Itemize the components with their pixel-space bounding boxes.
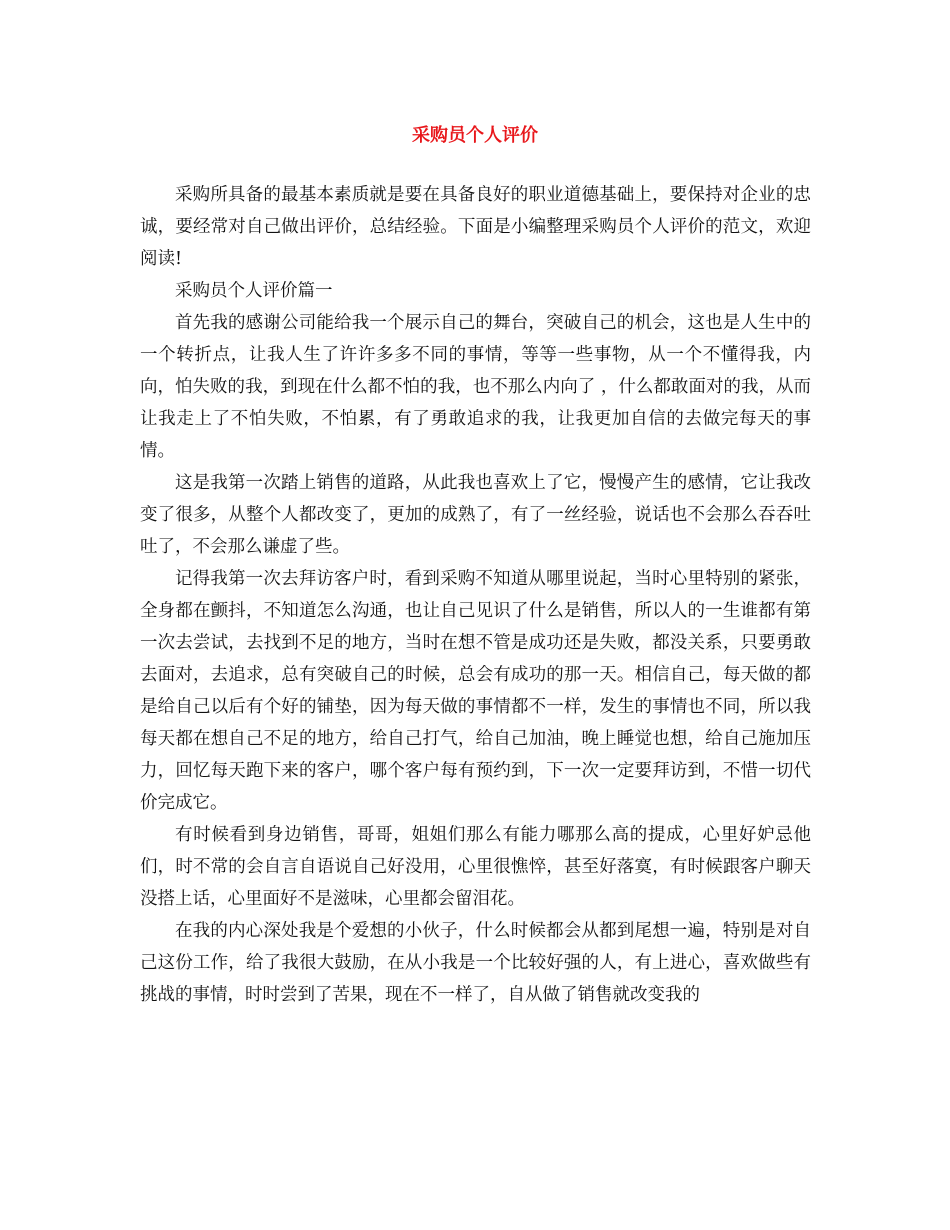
section-heading: 采购员个人评价篇一 bbox=[175, 281, 333, 301]
body-paragraph-5: 在我的内心深处我是个爱想的小伙子，什么时候都会从都到尾想一遍，特别是对自己这份工作，给了我很大鼓励，在从小我是一个比较好强的人，有上进心，喜欢做些有挑战的事情，时时尝到了苦果，现在不一样了，自从做了销售就改变我的 bbox=[140, 921, 811, 1005]
document-body bbox=[140, 179, 811, 1011]
intro-paragraph: 采购所具备的最基本素质就是要在具备良好的职业道德基础上，要保持对企业的忠诚，要经常对自己做出评价，总结经验。下面是小编整理采购员个人评价的范文，欢迎阅读! bbox=[140, 185, 811, 269]
body-paragraph-4: 有时候看到身边销售，哥哥，姐姐们那么有能力哪那么高的提成，心里好妒忌他们，时不常的会自言自语说自己好没用，心里很憔悴，甚至好落寞，有时候跟客户聊天没搭上话，心里面好不是滋味，心里都会留泪花。 bbox=[140, 825, 811, 909]
body-paragraph-3: 记得我第一次去拜访客户时，看到采购不知道从哪里说起，当时心里特别的紧张，全身都在颤抖，不知道怎么沟通，也让自己见识了什么是销售，所以人的一生谁都有第一次去尝试，去找到不足的地方，当时在想不管是成功还是失败，都没关系，只要勇敢去面对，去追求，总有突破自己的时候，总会有成功的那一天。相信自己，每天做的都是给自己以后有个好的铺垫，因为每天做的事情都不一样，发生的事情也不同，所以我每天都在想自己不足的地方，给自己打气，给自己加油，晚上睡觉也想，给自己施加压力，回忆每天跑下来的客户，哪个客户每有预约到，下一次一定要拜访到，不惜一切代价完成它。 bbox=[140, 569, 811, 813]
body-paragraph-1: 首先我的感谢公司能给我一个展示自己的舞台，突破自己的机会，这也是人生中的一个转折点，让我人生了许许多多不同的事情，等等一些事物，从一个不懂得我，内向，怕失败的我，到现在什么都不怕的我，也不那么内向了 ，什么都敢面对的我，从而让我走上了不怕失败，不怕累，有了勇敢追求的我，让我更加自信的去做完每天的事情。 bbox=[140, 313, 811, 461]
document-title: 采购员个人评价 bbox=[412, 125, 538, 146]
body-paragraph-2: 这是我第一次踏上销售的道路，从此我也喜欢上了它，慢慢产生的感情，它让我改变了很多，从整个人都改变了，更加的成熟了，有了一丝经验，说话也不会那么吞吞吐吐了，不会那么谦虚了些。 bbox=[140, 473, 811, 557]
